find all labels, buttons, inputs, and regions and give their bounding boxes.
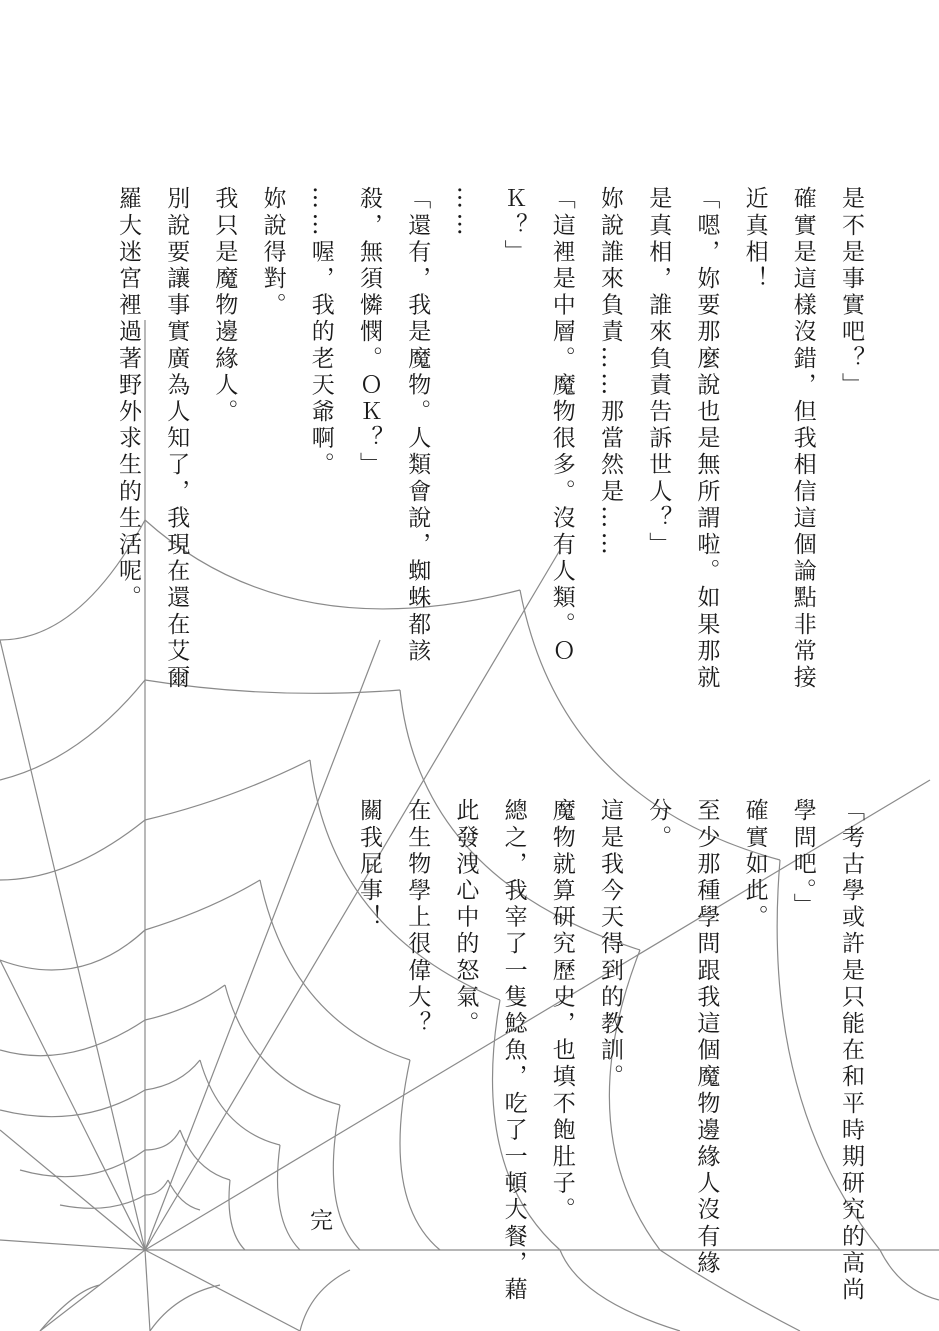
text-line: 妳說誰來負責……那當然是……: [597, 186, 623, 559]
text-line: ……喔，我的老天爺啊。: [307, 186, 334, 479]
text-line: 「嗯，妳要那麼說也是無所謂啦。如果那就: [693, 186, 720, 692]
text-line: 總之，我宰了一隻鯰魚，吃了一頓大餐，藉: [500, 798, 527, 1304]
text-line: 這是我今天得到的教訓。: [597, 798, 623, 1091]
text-line: 「還有，我是魔物。人類會說，蜘蛛都該: [404, 186, 431, 665]
text-line: 別說要讓事實廣為人知了，我現在還在艾爾: [163, 186, 190, 692]
text-line: 羅大迷宮裡過著野外求生的生活呢。: [115, 186, 141, 612]
text-line: 分。: [645, 798, 672, 852]
text-line: 確實如此。: [741, 798, 768, 931]
text-line: 殺，無須憐憫。ＯＫ？」: [356, 186, 382, 479]
end-mark: 完: [306, 1208, 332, 1235]
text-line: Ｋ？」: [500, 186, 527, 266]
text-line: 近真相！: [741, 186, 768, 293]
text-line: 是不是事實吧？」: [838, 186, 864, 399]
text-line: 此發洩心中的怒氣。: [452, 798, 479, 1038]
text-line: 我只是魔物邊緣人。: [211, 186, 238, 426]
text-line: 「這裡是中層。魔物很多。沒有人類。Ｏ: [548, 186, 575, 665]
text-line: 是真相，誰來負責告訴世人？」: [645, 186, 672, 559]
text-line: 學問吧。」: [789, 798, 816, 920]
text-line: 妳說得對。: [259, 186, 286, 319]
text-line: 魔物就算研究歷史，也填不飽肚子。: [548, 798, 575, 1224]
text-line: 確實是這樣沒錯，但我相信這個論點非常接: [789, 186, 816, 692]
text-line: 關我屁事！: [356, 798, 382, 931]
text-line: 在生物學上很偉大？: [404, 798, 431, 1038]
text-line: 「考古學或許是只能在和平時期研究的高尚: [838, 798, 864, 1304]
text-line: ……: [452, 186, 479, 240]
text-line: 至少那種學問跟我這個魔物邊緣人沒有緣: [693, 798, 720, 1277]
